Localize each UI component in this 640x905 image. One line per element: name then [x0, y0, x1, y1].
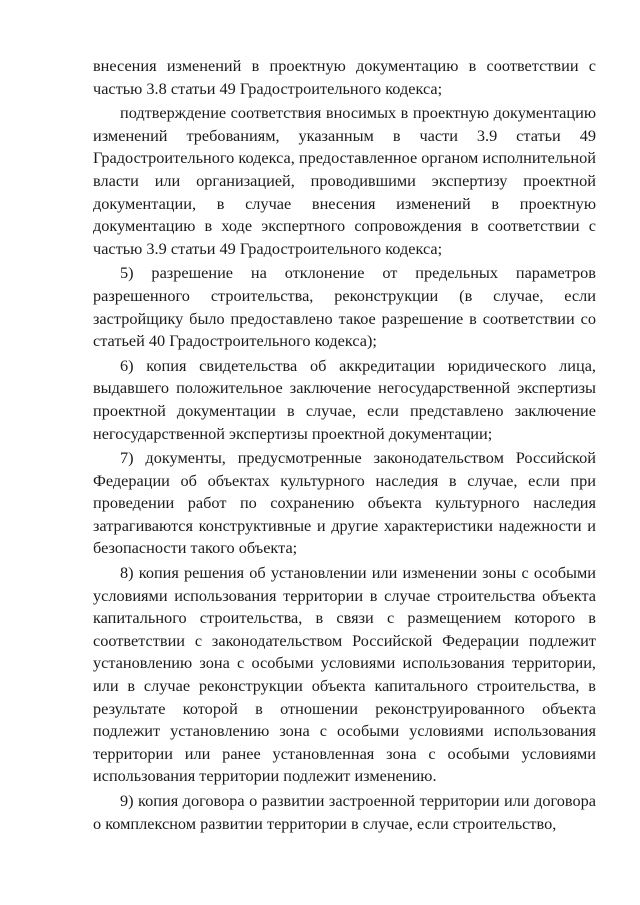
paragraph-item-8: 8) копия решения об установлении или изменении зоны с особыми условиями использования территории в случае строительства объекта капитального строительства, в связи с размещением которого в соответствии с законодательством Российской Федерации подлежит установлению зона с особыми условиями использования территории, или в случае реконструкции объекта капитального строительства, в результате которой в отношении реконструированного объекта подлежит установлению зона с особыми условиями использования территории или ранее установленная зона с особыми условиями использования территории подлежит изменению. — [93, 563, 596, 786]
paragraph-item-6: 6) копия свидетельства об аккредитации юридического лица, выдавшего положительное заключение негосударственной экспертизы проектной документации в случае, если представлено заключение негосударственной экспертизы проектной документации; — [93, 355, 596, 443]
paragraph-item-7: 7) документы, предусмотренные законодательством Российской Федерации об объектах культурного наследия в случае, если при проведении работ по сохранению объекта культурного наследия затрагиваются конструктивные и другие характеристики надежности и безопасности такого объекта; — [93, 448, 596, 558]
document-page — [93, 55, 596, 837]
paragraph-confirmation: подтверждение соответствия вносимых в проектную документацию изменений требованиям, указанным в части 3.9 статьи 49 Градостроительного кодекса, предоставленное органом исполнительной власти или организацией, проводившими экспертизу проектной документации, в случае внесения изменений в проектную документацию в ходе экспертного сопровождения в соответствии с частью 3.9 статьи 49 Градостроительного кодекса; — [93, 103, 596, 258]
paragraph-continuation: внесения изменений в проектную документацию в соответствии с частью 3.8 статьи 49 Градостроительного кодекса; — [93, 56, 596, 98]
paragraph-item-5: 5) разрешение на отклонение от предельных параметров разрешенного строительства, реконструкции (в случае, если застройщику было предоставлено такое разрешение в соответствии со статьей 40 Градостроительного кодекса); — [93, 263, 596, 351]
paragraph-item-9: 9) копия договора о развитии застроенной территории или договора о комплексном развитии территории в случае, если строительство, — [93, 791, 596, 833]
